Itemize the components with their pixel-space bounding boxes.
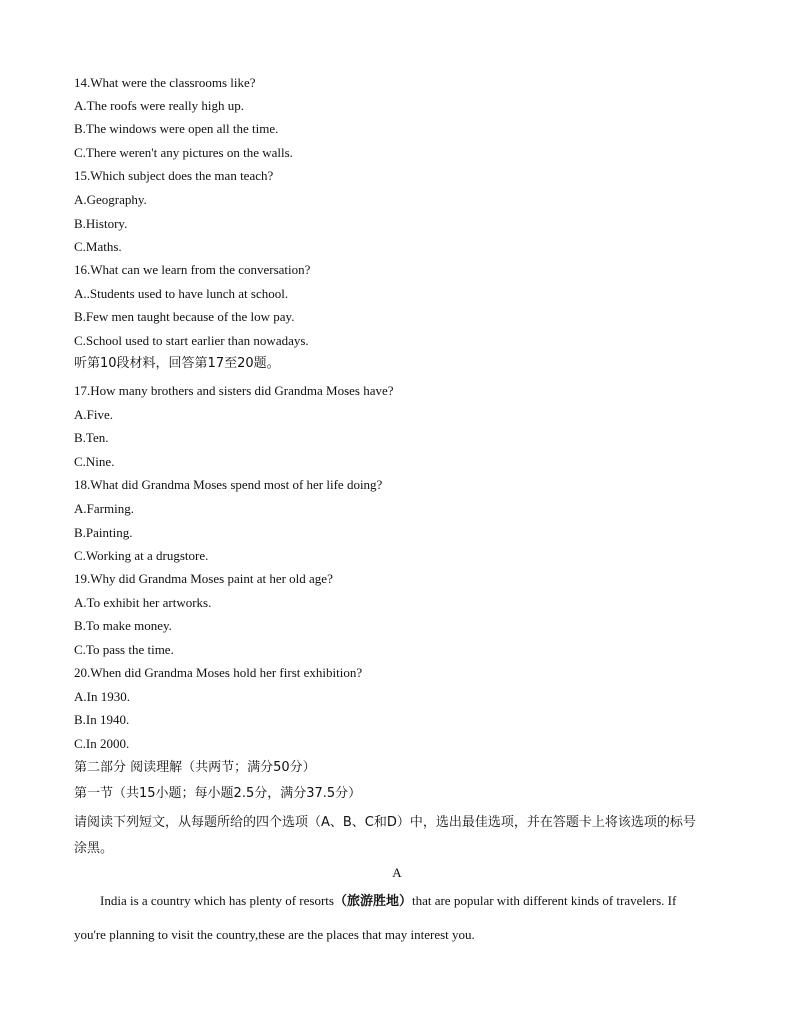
listening-instruction: 听第10段材料，回答第17至20题。: [74, 356, 280, 371]
instruction-line-2: 涂黑。: [74, 841, 114, 856]
option-14c: C.There weren't any pictures on the walls.: [74, 145, 293, 160]
option-15c: C.Maths.: [74, 239, 122, 254]
passage-text-1b: that are popular with different kinds of travelers. If: [411, 893, 677, 908]
option-16b: B.Few men taught because of the low pay.: [74, 309, 295, 324]
option-19b: B.To make money.: [74, 618, 172, 633]
option-18a: A.Farming.: [74, 501, 134, 516]
passage-line-2: you're planning to visit the country,these are the places that may interest you.: [74, 927, 475, 942]
question-19: 19.Why did Grandma Moses paint at her old age?: [74, 571, 333, 586]
instruction-line-1: 请阅读下列短文，从每题所给的四个选项（A、B、C和D）中，选出最佳选项，并在答题卡上将该选项的标号: [74, 815, 696, 830]
option-20c: C.In 2000.: [74, 736, 130, 751]
option-17a: A.Five.: [74, 407, 113, 422]
passage-label: A: [392, 865, 402, 880]
option-16c: C.School used to start earlier than nowadays.: [74, 333, 309, 348]
question-18: 18.What did Grandma Moses spend most of her life doing?: [74, 477, 383, 492]
question-16: 16.What can we learn from the conversation?: [74, 262, 311, 277]
part-title: 第二部分 阅读理解（共两节；满分50分）: [74, 760, 316, 775]
option-14b: B.The windows were open all the time.: [74, 121, 279, 136]
question-20: 20.When did Grandma Moses hold her first exhibition?: [74, 665, 363, 680]
question-15: 15.Which subject does the man teach?: [74, 168, 274, 183]
passage-line-1: [100, 893, 722, 910]
option-20b: B.In 1940.: [74, 712, 130, 727]
option-15a: A.Geography.: [74, 192, 147, 207]
question-17: 17.How many brothers and sisters did Grandma Moses have?: [74, 383, 394, 398]
option-20a: A.In 1930.: [74, 689, 130, 704]
option-14a: A.The roofs were really high up.: [74, 98, 245, 113]
option-17b: B.Ten.: [74, 430, 109, 445]
option-18b: B.Painting.: [74, 525, 133, 540]
question-14: 14.What were the classrooms like?: [74, 75, 256, 90]
option-18c: C.Working at a drugstore.: [74, 548, 209, 563]
option-19a: A.To exhibit her artworks.: [74, 595, 212, 610]
section-title: 第一节（共15小题；每小题2.5分，满分37.5分）: [74, 786, 362, 801]
passage-gloss: （旅游胜地）: [333, 894, 412, 909]
passage-text-1a: India is a country which has plenty of resorts: [100, 893, 334, 908]
option-16a: A..Students used to have lunch at school.: [74, 286, 289, 301]
option-15b: B.History.: [74, 216, 128, 231]
option-17c: C.Nine.: [74, 454, 115, 469]
option-19c: C.To pass the time.: [74, 642, 174, 657]
